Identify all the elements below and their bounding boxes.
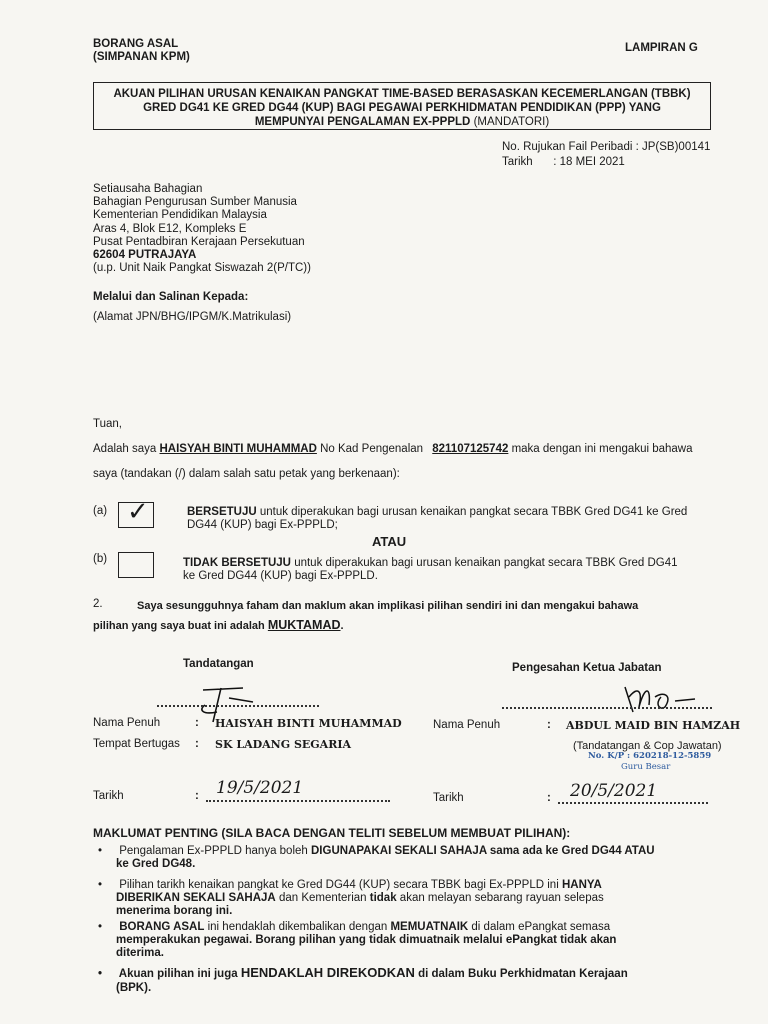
option-a-desc2: DG44 (KUP) bagi Ex-PPPLD;: [187, 519, 338, 531]
paragraph-2-text: pilihan yang saya buat ini adalah: [93, 620, 265, 632]
head-signature-dotted-line: [502, 707, 712, 709]
title-line2: GRED DG41 KE GRED DG44 (KUP) BAGI PEGAWAI PERKHIDMATAN PENDIDIKAN (PPP) YANG: [143, 102, 661, 114]
note-2: [98, 879, 604, 918]
note-1-a: Pengalaman Ex-PPPLD hanya boleh: [119, 845, 308, 857]
option-b-text: [183, 557, 678, 583]
note-3-e: memperakukan pegawai. Borang pilihan yang tidak dimuatnaik melalui ePangkat tidak akan: [116, 934, 617, 946]
declaration-suffix: maka dengan ini mengakui bahawa: [511, 443, 693, 455]
option-b-checkbox[interactable]: [118, 552, 154, 578]
option-a-checkbox[interactable]: [118, 497, 154, 528]
note-4: [98, 966, 628, 995]
note-2-e: tidak: [369, 892, 397, 904]
address-line: Kementerian Pendidikan Malaysia: [93, 209, 267, 222]
declarant-name: HAISYAH BINTI MUHAMMAD: [159, 443, 317, 455]
note-2-a: Pilihan tarikh kenaikan pangkat ke Gred DG44 (KUP) secara TBBK bagi Ex-PPPLD ini: [119, 879, 559, 891]
workplace-colon: :: [195, 738, 199, 750]
option-a-bold: BERSETUJU: [187, 506, 257, 518]
workplace-label: Tempat Bertugas: [93, 738, 180, 750]
file-reference-value: : JP(SB)00141: [635, 141, 711, 153]
note-3-f: diterima.: [116, 947, 164, 959]
note-1-c: ke Gred DG48.: [116, 858, 196, 870]
ic-label: No Kad Pengenalan: [320, 443, 424, 455]
via-value: (Alamat JPN/BHG/IPGM/K.Matrikulasi): [93, 311, 292, 323]
stamp-ic: No. K/P : 620218-12-5859: [588, 751, 712, 761]
option-b-desc2: ke Gred DG44 (KUP) bagi Ex-PPPLD.: [183, 570, 378, 582]
stamp-title: Guru Besar: [621, 762, 671, 772]
head-date-dotted-line: [558, 802, 708, 804]
note-2-d: dan Kementerian: [278, 892, 367, 904]
option-a-desc: untuk diperakukan bagi urusan kenaikan pangkat secara TBBK Gred DG41 ke Gred: [259, 506, 688, 518]
workplace-value: SK LADANG SEGARIA: [215, 738, 352, 751]
declaration-line2: saya (tandakan (/) dalam salah satu petak yang berkenaan):: [93, 468, 400, 480]
appendix-label: LAMPIRAN G: [625, 42, 698, 54]
note-4-a: Akuan pilihan ini juga: [118, 968, 238, 980]
file-reference-label: No. Rujukan Fail Peribadi: [502, 141, 633, 153]
note-1: [98, 845, 655, 871]
via-label: Melalui dan Salinan Kepada:: [93, 291, 249, 303]
head-name: ABDUL MAID BIN HAMZAH: [566, 719, 741, 732]
head-date: 20/5/2021: [570, 781, 658, 801]
address-line: Pusat Pentadbiran Kerajaan Persekutuan: [93, 235, 305, 248]
recipient-address: [93, 183, 311, 275]
applicant-date-colon: :: [195, 790, 199, 802]
note-3-d: di dalam ePangkat semasa: [471, 921, 611, 933]
paragraph-2-line2: [93, 618, 344, 632]
bullet: •: [98, 921, 103, 933]
note-2-c: DIBERIKAN SEKALI SAHAJA: [116, 892, 276, 904]
signature-dotted-line: [157, 705, 319, 707]
title-line3: [94, 115, 710, 129]
form-type-label: [93, 38, 190, 64]
paragraph-2-number: 2.: [93, 598, 103, 610]
reference-date-label: Tarikh: [502, 156, 533, 168]
paragraph-2-period: .: [340, 620, 344, 632]
applicant-date-label: Tarikh: [93, 790, 124, 802]
note-4-b: HENDAKLAH DIREKODKAN: [240, 965, 415, 980]
note-3-b: ini hendaklah dikembalikan dengan: [207, 921, 388, 933]
head-signature: [615, 677, 705, 717]
address-line: (u.p. Unit Naik Pangkat Siswazah 2(P/TC)): [93, 262, 311, 275]
notes-heading: MAKLUMAT PENTING (SILA BACA DENGAN TELITI SEBELUM MEMBUAT PILIHAN):: [93, 826, 571, 840]
signature-heading: Tandatangan: [183, 658, 254, 670]
note-2-g: menerima borang ini.: [116, 905, 233, 917]
form-type-line2: (SIMPANAN KPM): [93, 51, 190, 63]
option-b-desc: untuk diperakukan bagi urusan kenaikan pangkat secara TBBK Gred DG41: [294, 557, 678, 569]
note-1-b: DIGUNAPAKAI SEKALI SAHAJA sama ada ke Gred DG44 ATAU: [311, 845, 655, 857]
check-mark-icon: ✓: [127, 497, 149, 527]
head-name-label: Nama Penuh: [433, 719, 501, 731]
declaration-prefix: Adalah saya: [93, 443, 157, 455]
option-a-text: [187, 506, 687, 532]
option-b-label: (b): [93, 553, 108, 565]
note-4-c: di dalam Buku Perkhidmatan Kerajaan: [418, 968, 628, 980]
reference-date: [502, 156, 625, 168]
option-a-label: (a): [93, 505, 108, 517]
note-3-a: BORANG ASAL: [119, 921, 205, 933]
applicant-date-dotted-line: [206, 800, 390, 802]
address-line: Setiausaha Bahagian: [93, 183, 203, 195]
document-title-box: [93, 82, 711, 130]
title-line3-suffix: (MANDATORI): [473, 116, 550, 128]
applicant-name-colon: :: [195, 717, 199, 729]
file-reference: [502, 141, 710, 153]
stamp-note: (Tandatangan & Cop Jawatan): [573, 740, 722, 752]
head-date-colon: :: [547, 792, 551, 804]
head-name-colon: :: [547, 719, 551, 731]
address-line: Aras 4, Blok E12, Kompleks E: [93, 222, 247, 235]
applicant-name: HAISYAH BINTI MUHAMMAD: [215, 717, 402, 730]
reference-date-value: : 18 MEI 2021: [553, 156, 625, 168]
note-3: [98, 921, 616, 960]
official-stamp: [588, 751, 711, 773]
title-line1: AKUAN PILIHAN URUSAN KENAIKAN PANGKAT TIME-BASED BERASASKAN KECEMERLANGAN (TBBK): [113, 88, 691, 100]
head-date-label: Tarikh: [433, 792, 464, 804]
bullet: •: [98, 845, 103, 857]
address-line: Bahagian Pengurusan Sumber Manusia: [93, 196, 297, 209]
address-line: 62604 PUTRAJAYA: [93, 249, 197, 262]
note-3-c: MEMUATNAIK: [390, 921, 469, 933]
ic-number: 821107125742: [432, 443, 509, 455]
muktamad-word: MUKTAMAD: [267, 618, 341, 632]
form-type-line1: BORANG ASAL: [93, 38, 179, 50]
note-2-f: akan melayan sebarang rayuan selepas: [399, 892, 604, 904]
note-4-d: (BPK).: [116, 982, 152, 994]
atau-divider: ATAU: [372, 534, 407, 549]
option-b-bold: TIDAK BERSETUJU: [183, 557, 291, 569]
note-2-b: HANYA: [561, 879, 602, 891]
salutation: Tuan,: [93, 418, 122, 430]
title-line3-main: MEMPUNYAI PENGALAMAN EX-PPPLD: [254, 116, 471, 128]
paragraph-2-line1: Saya sesungguhnya faham dan maklum akan implikasi pilihan sendiri ini dan mengakui bahawa: [137, 600, 639, 612]
head-of-dept-heading: Pengesahan Ketua Jabatan: [512, 662, 662, 674]
bullet: •: [98, 879, 103, 891]
applicant-name-label: Nama Penuh: [93, 717, 161, 729]
bullet: •: [98, 968, 103, 980]
applicant-date: 19/5/2021: [216, 778, 304, 798]
declaration-line1: [93, 443, 693, 455]
